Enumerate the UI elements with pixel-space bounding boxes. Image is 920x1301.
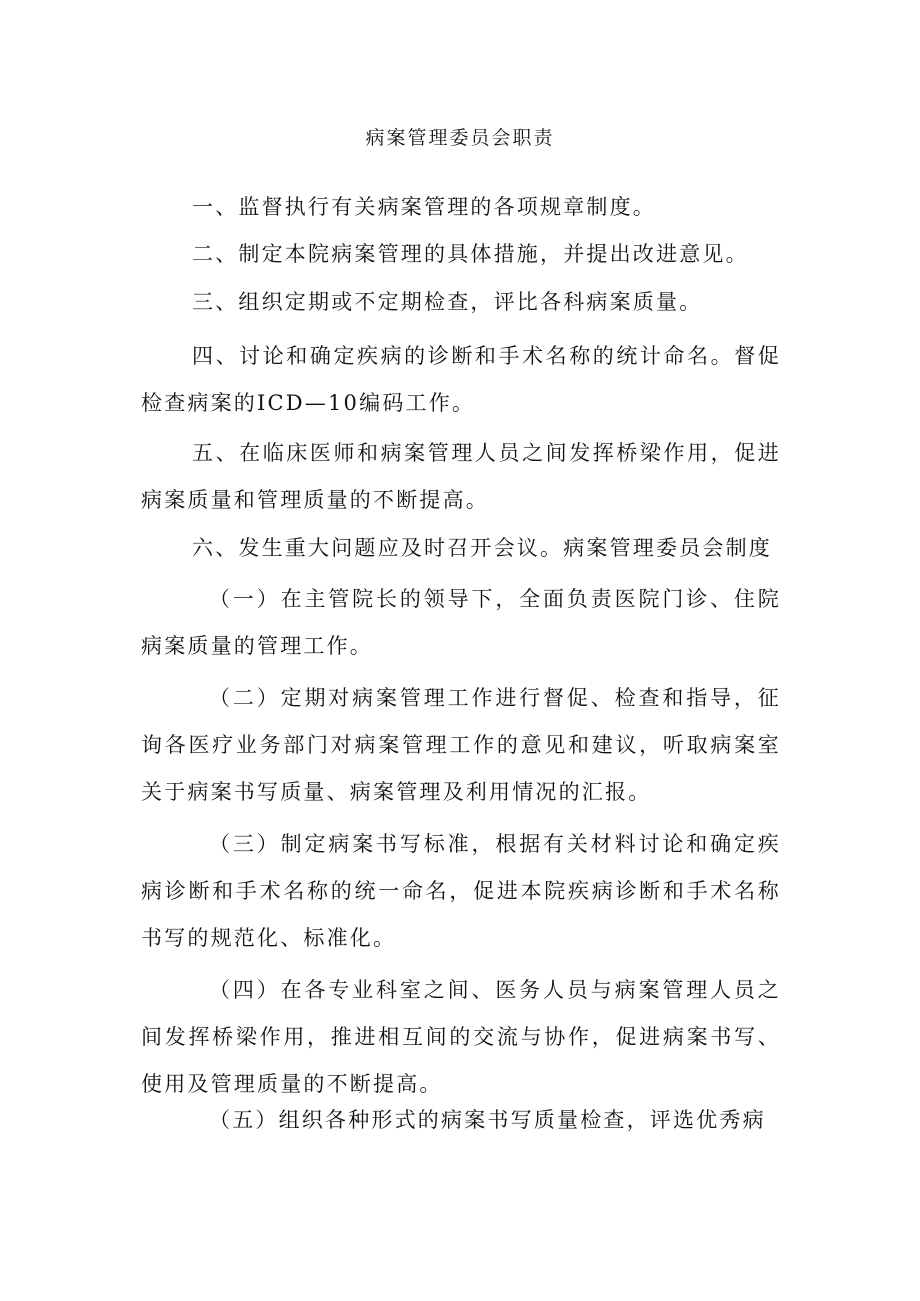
paragraph-duty-6: 六、发生重大问题应及时召开会议。病案管理委员会制度 bbox=[192, 536, 772, 560]
paragraph-duty-5: 五、在临床医师和病案管理人员之间发挥桥梁作用，促进病案质量和管理质量的不断提高。 bbox=[141, 441, 781, 512]
paragraph-rule-5: （五）组织各种形式的病案书写质量检查，评选优秀病 bbox=[209, 1108, 766, 1132]
document-title: 病案管理委员会职责 bbox=[365, 127, 555, 149]
paragraph-duty-1: 一、监督执行有关病案管理的各项规章制度。 bbox=[192, 195, 656, 219]
paragraph-rule-4: （四）在各专业科室之间、医务人员与病案管理人员之间发挥桥梁作用，推进相互间的交流与协作，促进病案书写、使用及管理质量的不断提高。 bbox=[141, 978, 781, 1096]
paragraph-rule-1: （一）在主管院长的领导下，全面负责医院门诊、住院病案质量的管理工作。 bbox=[141, 587, 781, 658]
paragraph-duty-4: 四、讨论和确定疾病的诊断和手术名称的统计命名。督促检查病案的ICD—10编码工作。 bbox=[141, 344, 781, 415]
paragraph-rule-3: （三）制定病案书写标准，根据有关材料讨论和确定疾病诊断和手术名称的统一命名，促进本院疾病诊断和手术名称书写的规范化、标准化。 bbox=[141, 832, 781, 950]
paragraph-duty-3: 三、组织定期或不定期检查，评比各科病案质量。 bbox=[192, 290, 703, 314]
paragraph-rule-2: （二）定期对病案管理工作进行督促、检查和指导，征询各医疗业务部门对病案管理工作的意见和建议，听取病案室关于病案书写质量、病案管理及利用情况的汇报。 bbox=[141, 686, 781, 804]
paragraph-duty-2: 二、制定本院病案管理的具体措施，并提出改进意见。 bbox=[192, 242, 749, 266]
